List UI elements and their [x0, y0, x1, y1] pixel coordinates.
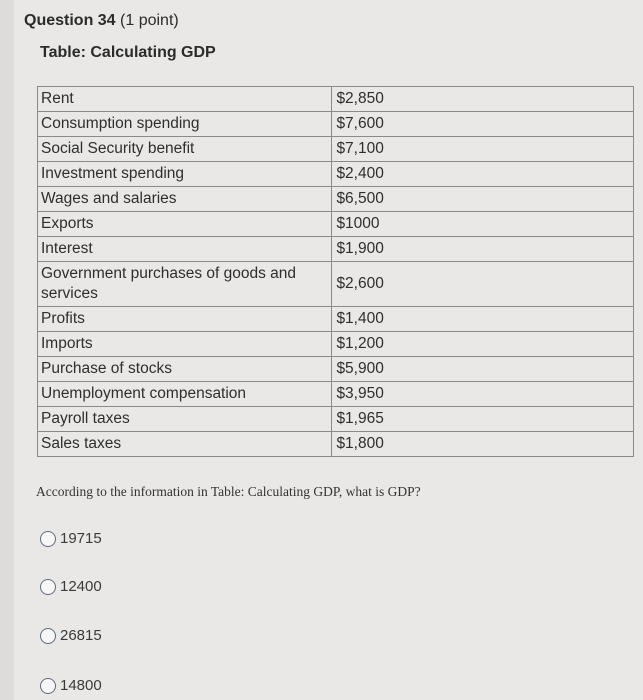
radio-button[interactable]: [40, 579, 56, 595]
row-value: $7,100: [332, 137, 634, 162]
radio-button[interactable]: [40, 531, 56, 547]
table-title: Table: Calculating GDP: [40, 44, 216, 61]
row-value: $1,200: [332, 332, 634, 357]
radio-button[interactable]: [40, 628, 56, 644]
table-row: [38, 187, 634, 212]
table-row: [38, 382, 634, 407]
radio-button[interactable]: [40, 678, 56, 694]
answer-option-label: 12400: [60, 578, 102, 595]
row-label: Profits: [38, 307, 332, 332]
answer-option-2[interactable]: [40, 578, 102, 595]
row-value: $2,400: [332, 162, 634, 187]
table-row: [38, 162, 634, 187]
row-value: $5,900: [332, 357, 634, 382]
row-label: Payroll taxes: [38, 407, 332, 432]
row-label: Exports: [38, 212, 332, 237]
question-title: [24, 12, 179, 30]
row-label: Sales taxes: [38, 432, 332, 457]
row-value: $6,500: [332, 187, 634, 212]
answer-option-label: 26815: [60, 627, 102, 644]
question-points: (1 point): [120, 12, 179, 29]
table-row: [38, 212, 634, 237]
row-label: Imports: [38, 332, 332, 357]
row-value: $7,600: [332, 112, 634, 137]
row-label: Social Security benefit: [38, 137, 332, 162]
table-row: [38, 112, 634, 137]
row-label: Rent: [38, 87, 332, 112]
table-row: [38, 137, 634, 162]
row-label: Purchase of stocks: [38, 357, 332, 382]
row-value: $1,400: [332, 307, 634, 332]
row-label: Government purchases of goods and services: [38, 262, 332, 307]
row-label: Wages and salaries: [38, 187, 332, 212]
table-row: [38, 357, 634, 382]
left-accent-bar: [0, 0, 14, 700]
table-row: [38, 237, 634, 262]
row-value: $3,950: [332, 382, 634, 407]
table-row: [38, 262, 634, 307]
row-value: $2,850: [332, 87, 634, 112]
answer-option-3[interactable]: [40, 627, 102, 644]
row-value: $1000: [332, 212, 634, 237]
table-row: [38, 407, 634, 432]
row-label: Unemployment compensation: [38, 382, 332, 407]
answer-option-label: 14800: [60, 677, 102, 694]
row-label: Investment spending: [38, 162, 332, 187]
table-row: [38, 87, 634, 112]
row-value: $1,800: [332, 432, 634, 457]
answer-option-label: 19715: [60, 530, 102, 547]
question-number: Question 34: [24, 12, 116, 29]
answer-option-4[interactable]: [40, 677, 102, 694]
table-row: [38, 332, 634, 357]
table-row: [38, 432, 634, 457]
table-row: [38, 307, 634, 332]
question-prompt: According to the information in Table: Calculating GDP, what is GDP?: [36, 484, 421, 499]
row-label: Consumption spending: [38, 112, 332, 137]
row-value: $1,965: [332, 407, 634, 432]
row-label: Interest: [38, 237, 332, 262]
row-value: $2,600: [332, 262, 634, 307]
row-value: $1,900: [332, 237, 634, 262]
gdp-table: [37, 86, 634, 457]
answer-option-1[interactable]: [40, 530, 102, 547]
